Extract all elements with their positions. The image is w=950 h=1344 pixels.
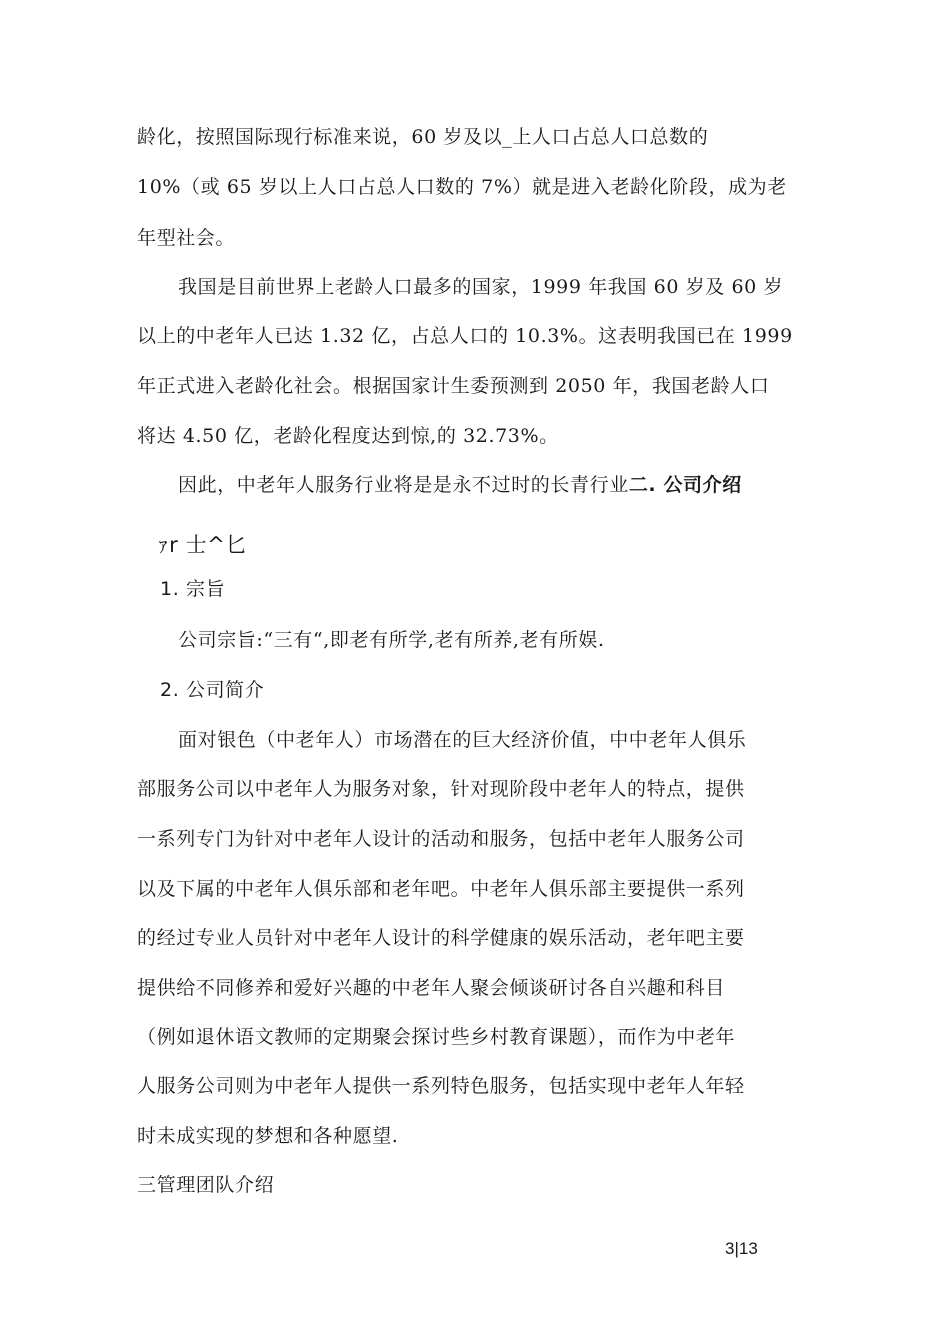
section-heading-company-intro: 二. 公司介绍 xyxy=(628,474,742,496)
paragraph-1-line-1: 龄化，按照国际现行标准来说，60 岁及以_上人口占总人口总数的 xyxy=(137,126,709,148)
section-2-line-4: 以及下属的中老年人俱乐部和老年吧。中老年人俱乐部主要提供一系列 xyxy=(137,878,745,900)
section-2-line-1: 面对银色（中老年人）市场潜在的巨大经济价值，中中老年人俱乐 xyxy=(178,729,747,751)
section-1-heading: 1. 宗旨 xyxy=(160,578,226,600)
section-3-heading: 三管理团队介绍 xyxy=(137,1174,275,1196)
section-2-line-3: 一系列专门为针对中老年人设计的活动和服务，包括中老年人服务公司 xyxy=(137,828,745,850)
paragraph-2-line-3: 年正式进入老龄化社会。根据国家计生委预测到 2050 年，我国老龄人口 xyxy=(137,375,770,397)
section-2-line-2: 部服务公司以中老年人为服务对象，针对现阶段中老年人的特点，提供 xyxy=(137,778,745,800)
section-2-line-9: 时未成实现的梦想和各种愿望. xyxy=(137,1125,399,1147)
paragraph-1-line-2: 10%（或 65 岁以上人口占总人口数的 7%）就是进入老龄化阶段，成为老 xyxy=(137,176,787,198)
paragraph-1-line-3: 年型社会。 xyxy=(137,227,236,249)
paragraph-3-text: 因此，中老年人服务行业将是是永不过时的长青行业 xyxy=(178,474,629,496)
paragraph-2-line-1: 我国是目前世界上老龄人口最多的国家，1999 年我国 60 岁及 60 岁 xyxy=(178,276,784,298)
section-2-heading: 2. 公司简介 xyxy=(160,679,265,701)
section-2-line-8: 人服务公司则为中老年人提供一系列特色服务，包括实现中老年人年轻 xyxy=(137,1075,745,1097)
paragraph-2-line-4: 将达 4.50 亿，老龄化程度达到惊,的 32.73%。 xyxy=(137,425,559,447)
section-2-line-7: （例如退休语文教师的定期聚会探讨些乡村教育课题），而作为中老年 xyxy=(137,1026,736,1048)
section-2-line-6: 提供给不同修养和爱好兴趣的中老年人聚会倾谈研讨各自兴趣和科目 xyxy=(137,977,726,999)
section-2-line-5: 的经过专业人员针对中老年人设计的科学健康的娱乐活动，老年吧主要 xyxy=(137,927,745,949)
paragraph-3 xyxy=(178,472,742,498)
section-1-body: 公司宗旨:“三有“,即老有所学,老有所养,老有所娱. xyxy=(178,629,605,651)
page-number: 3|13 xyxy=(725,1239,758,1258)
paragraph-2-line-2: 以上的中老年人已达 1.32 亿，占总人口的 10.3%。这表明我国已在 1999 xyxy=(137,325,793,347)
garbled-line: ｧr 士^匕 xyxy=(158,533,248,557)
